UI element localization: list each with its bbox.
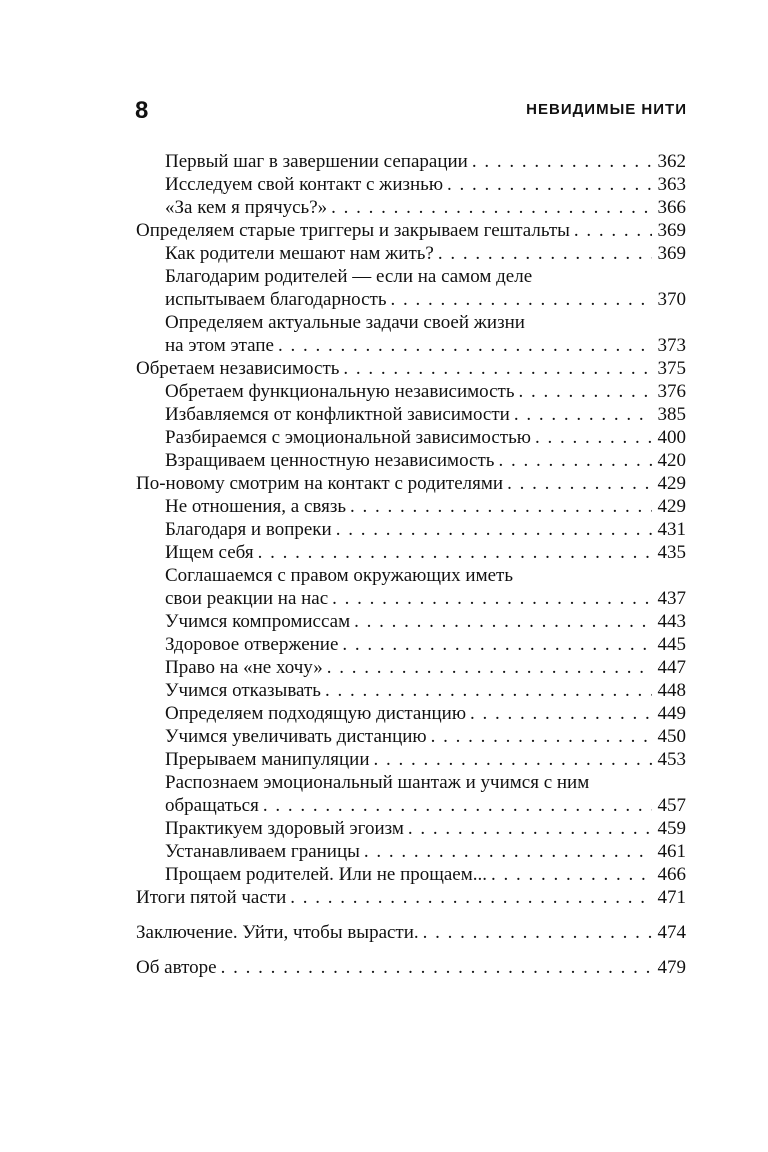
toc-page-number: 375 <box>657 358 686 379</box>
toc-page-number: 457 <box>657 795 686 816</box>
toc-section-entry <box>136 886 686 909</box>
dot-leader <box>434 242 652 265</box>
toc-subsection-entry <box>136 196 686 219</box>
dot-leader <box>346 495 651 518</box>
dot-leader <box>531 426 652 449</box>
toc-page-number: 435 <box>657 542 686 563</box>
page-number: 8 <box>135 97 149 124</box>
dot-leader <box>443 173 651 196</box>
toc-subsection-entry <box>136 495 686 518</box>
toc-page-number: 466 <box>657 864 686 885</box>
toc-subsection-entry <box>136 403 686 426</box>
dot-leader <box>515 380 652 403</box>
toc-page-number: 474 <box>657 922 686 943</box>
toc-subsection-entry <box>136 518 686 541</box>
dot-leader <box>339 357 651 380</box>
dot-leader <box>321 679 652 702</box>
toc-page-number: 363 <box>657 174 686 195</box>
toc-page-number: 443 <box>657 611 686 632</box>
dot-leader <box>570 219 652 242</box>
toc-subsection-entry <box>136 771 686 817</box>
dot-leader <box>427 725 652 748</box>
toc-entry-title-line: Соглашаемся с правом окружающих иметь <box>165 565 514 586</box>
toc-page-number: 376 <box>657 381 686 402</box>
dot-leader <box>494 449 651 472</box>
dot-leader <box>217 956 652 979</box>
toc-entry-title-line: Итоги пятой части <box>136 887 287 908</box>
dot-leader <box>350 610 651 633</box>
dot-leader <box>510 403 652 426</box>
toc-entry-title-line: Ищем себя <box>165 542 254 563</box>
toc-entry-title-line: Определяем старые триггеры и закрываем гештальты <box>136 220 570 241</box>
toc-subsection-entry <box>136 633 686 656</box>
toc-page-number: 385 <box>657 404 686 425</box>
running-title: НЕВИДИМЫЕ НИТИ <box>526 101 687 118</box>
toc-entry-title-line: испытываем благодарность <box>165 289 387 310</box>
toc-page-number: 370 <box>657 289 686 310</box>
dot-leader <box>323 656 652 679</box>
toc-entry-title-line: По-новому смотрим на контакт с родителями <box>136 473 504 494</box>
toc-entry-title-line: Разбираемся с эмоциональной зависимостью <box>165 427 531 448</box>
toc-subsection-entry <box>136 610 686 633</box>
toc-page-number: 437 <box>657 588 686 609</box>
toc-entry-title-line: Здоровое отвержение <box>165 634 339 655</box>
toc-entry-title-line: Право на «не хочу» <box>165 657 323 678</box>
toc-entry-title-line: Распознаем эмоциональный шантаж и учимся с ним <box>165 772 590 793</box>
toc-subsection-entry <box>136 150 686 173</box>
toc-entry-title-line: Как родители мешают нам жить? <box>165 243 434 264</box>
dot-leader <box>503 472 651 495</box>
toc-entry-title-line: Исследуем свой контакт с жизнью <box>165 174 444 195</box>
dot-leader <box>419 921 652 944</box>
toc-entry-title-line: Определяем подходящую дистанцию <box>165 703 467 724</box>
toc-subsection-entry <box>136 656 686 679</box>
dot-leader <box>404 817 652 840</box>
toc-subsection-entry <box>136 426 686 449</box>
toc-page-number: 373 <box>657 335 686 356</box>
toc-entry-title-line: «За кем я прячусь?» <box>165 197 328 218</box>
dot-leader <box>327 196 651 219</box>
toc-section-entry <box>136 472 686 495</box>
toc-page-number: 400 <box>657 427 686 448</box>
dot-leader <box>487 863 651 886</box>
toc-subsection-entry <box>136 380 686 403</box>
toc-entry-title-line: Взращиваем ценностную независимость <box>165 450 495 471</box>
toc-page-number: 449 <box>657 703 686 724</box>
toc-subsection-entry <box>136 242 686 265</box>
toc-subsection-entry <box>136 817 686 840</box>
toc-entry-title-line: обращаться <box>165 795 259 816</box>
dot-leader <box>387 288 652 311</box>
toc-page-number: 429 <box>657 496 686 517</box>
toc-entry-title-line: Заключение. Уйти, чтобы вырасти. <box>136 922 419 943</box>
toc-page-number: 471 <box>657 887 686 908</box>
toc-page-number: 445 <box>657 634 686 655</box>
toc-entry-title-line: Учимся отказывать <box>165 680 321 701</box>
toc-section-entry <box>136 219 686 242</box>
dot-leader <box>468 150 652 173</box>
dot-leader <box>286 886 651 909</box>
toc-page-number: 447 <box>657 657 686 678</box>
toc-page-number: 369 <box>657 220 686 241</box>
toc-page-number: 448 <box>657 680 686 701</box>
toc-entry-title-line: Обретаем независимость <box>136 358 340 379</box>
toc-subsection-entry <box>136 311 686 357</box>
dot-leader <box>338 633 651 656</box>
toc-section-entry <box>136 357 686 380</box>
toc-subsection-entry <box>136 449 686 472</box>
toc-section-entry <box>136 921 686 944</box>
toc-page-number: 362 <box>657 151 686 172</box>
toc-entry-title-line: Прощаем родителей. Или не прощаем... <box>165 864 488 885</box>
toc-page-number: 420 <box>657 450 686 471</box>
toc-entry-title-line: Прерываем манипуляции <box>165 749 370 770</box>
dot-leader <box>328 587 651 610</box>
table-of-contents <box>136 150 686 979</box>
toc-subsection-entry <box>136 265 686 311</box>
dot-leader <box>360 840 652 863</box>
toc-page-number: 450 <box>657 726 686 747</box>
toc-section-entry <box>136 956 686 979</box>
toc-entry-title-line: Благодарим родителей — если на самом деле <box>165 266 533 287</box>
toc-subsection-entry <box>136 748 686 771</box>
toc-entry-title-line: Первый шаг в завершении сепарации <box>165 151 468 172</box>
toc-page-number: 459 <box>657 818 686 839</box>
toc-entry-title-line: Обретаем функциональную независимость <box>165 381 515 402</box>
dot-leader <box>254 541 652 564</box>
toc-subsection-entry <box>136 173 686 196</box>
dot-leader <box>332 518 652 541</box>
toc-subsection-entry <box>136 840 686 863</box>
dot-leader <box>259 794 652 817</box>
toc-subsection-entry <box>136 564 686 610</box>
toc-page-number: 461 <box>657 841 686 862</box>
toc-subsection-entry <box>136 541 686 564</box>
toc-entry-title-line: на этом этапе <box>165 335 274 356</box>
dot-leader <box>370 748 652 771</box>
toc-entry-title-line: Об авторе <box>136 957 217 978</box>
toc-subsection-entry <box>136 863 686 886</box>
toc-entry-title-line: Устанавливаем границы <box>165 841 360 862</box>
dot-leader <box>466 702 651 725</box>
toc-entry-title-line: Учимся увеличивать дистанцию <box>165 726 427 747</box>
toc-entry-title-line: Благодаря и вопреки <box>165 519 332 540</box>
toc-entry-title-line: Не отношения, а связь <box>165 496 347 517</box>
toc-entry-title-line: Определяем актуальные задачи своей жизни <box>165 312 525 333</box>
toc-page-number: 369 <box>657 243 686 264</box>
toc-page-number: 429 <box>657 473 686 494</box>
toc-entry-title-line: Практикуем здоровый эгоизм <box>165 818 404 839</box>
dot-leader <box>274 334 652 357</box>
toc-page-number: 453 <box>657 749 686 770</box>
toc-entry-title-line: Избавляемся от конфликтной зависимости <box>165 404 510 425</box>
toc-page-number: 431 <box>657 519 686 540</box>
toc-subsection-entry <box>136 702 686 725</box>
toc-entry-title-line: Учимся компромиссам <box>165 611 351 632</box>
toc-entry-title-line: свои реакции на нас <box>165 588 329 609</box>
toc-page-number: 366 <box>657 197 686 218</box>
toc-page-number: 479 <box>657 957 686 978</box>
toc-subsection-entry <box>136 725 686 748</box>
toc-subsection-entry <box>136 679 686 702</box>
